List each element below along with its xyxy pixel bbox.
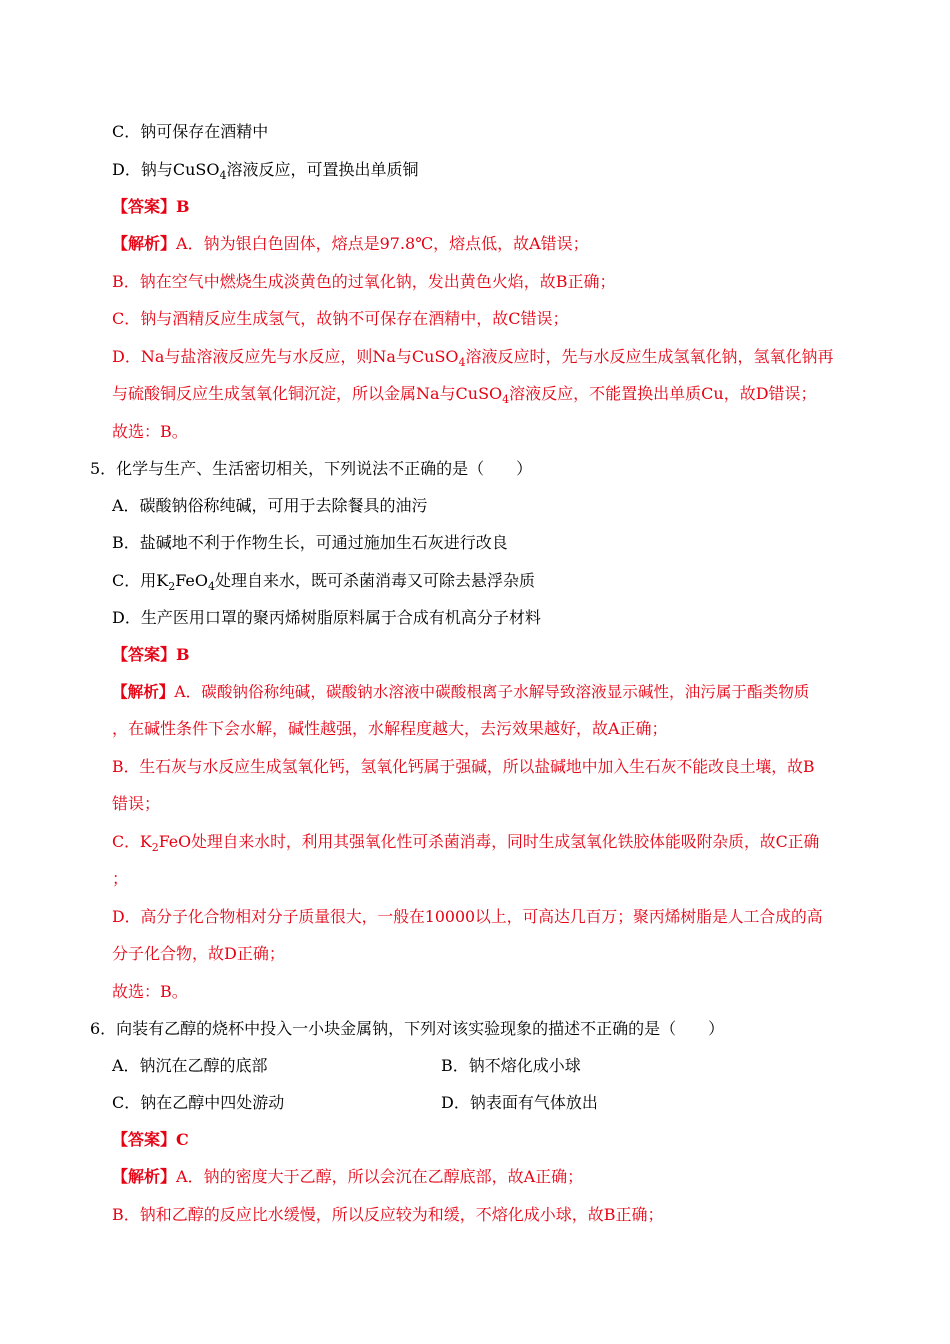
q4-explanation-d2-b: 溶液反应，不能置换出单质Cu，故D错误； bbox=[509, 384, 817, 403]
q6-explanation-label: 【解析】 bbox=[112, 1167, 177, 1186]
q4-conclusion-text: 故选：B。 bbox=[112, 422, 188, 441]
q4-option-d bbox=[112, 159, 418, 187]
q6-option-d bbox=[441, 1092, 598, 1114]
q5-explanation-a1 bbox=[112, 681, 809, 703]
q5-explanation-d1-text: D．高分子化合物相对分子质量很大，一般在10000以上，可高达几百万；聚丙烯树脂是人工合成的高 bbox=[112, 907, 823, 926]
q5-answer bbox=[112, 644, 190, 666]
q6-stem-text: 6．向装有乙醇的烧杯中投入一小块金属钠，下列对该实验现象的描述不正确的是（ ） bbox=[90, 1019, 725, 1038]
q6-option-c-text: C．钠在乙醇中四处游动 bbox=[112, 1093, 285, 1112]
q4-explanation-d1-b: 溶液反应时，先与水反应生成氢氧化钠，氢氧化钠再 bbox=[465, 347, 834, 366]
q4-explanation-label: 【解析】 bbox=[112, 234, 177, 253]
q4-option-d-post: 溶液反应，可置换出单质铜 bbox=[226, 160, 419, 179]
q6-explanation-a-text: A．钠的密度大于乙醇，所以会沉在乙醇底部，故A正确； bbox=[176, 1167, 584, 1186]
q4-option-d-sub: 4 bbox=[219, 169, 227, 183]
q4-option-c bbox=[112, 121, 268, 143]
q5-option-c-b: FeO bbox=[175, 571, 209, 590]
q5-explanation-b2 bbox=[112, 793, 160, 815]
q4-explanation-a-text: A．钠为银白色固体，熔点是97.8℃，熔点低，故A错误； bbox=[176, 234, 589, 253]
q4-explanation-b bbox=[112, 271, 616, 293]
q4-explanation-d1-a: D．Na与盐溶液反应先与水反应，则Na与CuSO bbox=[112, 347, 459, 366]
q4-explanation-c bbox=[112, 308, 569, 330]
q5-explanation-label: 【解析】 bbox=[112, 682, 175, 701]
q4-explanation-d2-a: 与硫酸铜反应生成氢氧化铜沉淀，所以金属Na与CuSO bbox=[112, 384, 503, 403]
q6-option-a-text: A．钠沉在乙醇的底部 bbox=[112, 1056, 268, 1075]
q6-explanation-a bbox=[112, 1166, 583, 1188]
q5-explanation-d2 bbox=[112, 943, 285, 965]
q5-option-a-text: A．碳酸钠俗称纯碱，可用于去除餐具的油污 bbox=[112, 496, 428, 515]
q4-explanation-d2-sub: 4 bbox=[502, 393, 510, 407]
q5-explanation-c1-a: C．K bbox=[112, 832, 152, 851]
q5-option-b-text: B．盐碱地不利于作物生长，可通过施加生石灰进行改良 bbox=[112, 533, 508, 552]
q5-explanation-c2 bbox=[112, 868, 128, 890]
q5-conclusion-text: 故选：B。 bbox=[112, 982, 188, 1001]
q6-stem bbox=[90, 1018, 724, 1040]
q6-option-b-text: B．钠不熔化成小球 bbox=[441, 1056, 581, 1075]
q5-option-d bbox=[112, 607, 541, 629]
q5-explanation-a2 bbox=[112, 718, 668, 740]
q6-answer bbox=[112, 1129, 189, 1151]
q5-explanation-d1 bbox=[112, 906, 823, 928]
q4-explanation-a bbox=[112, 233, 589, 255]
q4-explanation-d1 bbox=[112, 346, 834, 374]
q5-stem-text: 5．化学与生产、生活密切相关，下列说法不正确的是（ ） bbox=[90, 459, 533, 478]
q5-explanation-a1-text: A．碳酸钠俗称纯碱，碳酸钠水溶液中碳酸根离子水解导致溶液显示碱性，油污属于酯类物质 bbox=[174, 683, 810, 701]
q6-answer-text: 【答案】C bbox=[112, 1130, 189, 1149]
q4-option-c-text: C．钠可保存在酒精中 bbox=[112, 122, 269, 141]
q5-option-c bbox=[112, 570, 535, 598]
q6-option-c bbox=[112, 1092, 284, 1114]
q5-option-d-text: D．生产医用口罩的聚丙烯树脂原料属于合成有机高分子材料 bbox=[112, 608, 541, 627]
q5-answer-text: 【答案】B bbox=[112, 645, 190, 664]
q5-option-a bbox=[112, 495, 428, 517]
q5-explanation-b1 bbox=[112, 756, 814, 778]
q4-conclusion bbox=[112, 421, 188, 443]
q5-explanation-c1 bbox=[112, 831, 819, 859]
q4-explanation-d2 bbox=[112, 383, 817, 411]
q5-conclusion bbox=[112, 981, 188, 1003]
q5-option-c-c: 处理自来水，既可杀菌消毒又可除去悬浮杂质 bbox=[215, 571, 536, 590]
q5-explanation-a2-text: ，在碱性条件下会水解，碱性越强，水解程度越大，去污效果越好，故A正确； bbox=[112, 719, 668, 738]
q4-option-d-pre: D．钠与CuSO bbox=[112, 160, 220, 179]
q5-explanation-c1-sub: 2 bbox=[151, 841, 159, 855]
q5-option-c-sub2: 4 bbox=[208, 580, 216, 594]
q4-explanation-b-text: B．钠在空气中燃烧生成淡黄色的过氧化钠，发出黄色火焰，故B正确； bbox=[112, 272, 616, 291]
q5-option-c-a: C．用K bbox=[112, 571, 169, 590]
q4-explanation-d1-sub: 4 bbox=[458, 356, 466, 370]
q5-explanation-c2-text: ； bbox=[112, 869, 129, 888]
q4-answer bbox=[112, 196, 190, 218]
q6-explanation-b bbox=[112, 1204, 664, 1226]
q5-stem bbox=[90, 458, 532, 480]
q5-explanation-b2-text: 错误； bbox=[112, 794, 161, 813]
q6-option-a bbox=[112, 1055, 268, 1077]
q6-option-b bbox=[441, 1055, 581, 1077]
q4-answer-text: 【答案】B bbox=[112, 197, 190, 216]
q5-option-b bbox=[112, 532, 508, 554]
q6-explanation-b-text: B．钠和乙醇的反应比水缓慢，所以反应较为和缓，不熔化成小球，故B正确； bbox=[112, 1205, 664, 1224]
q6-option-d-text: D．钠表面有气体放出 bbox=[441, 1093, 598, 1112]
q5-explanation-c1-b: FeO处理自来水时，利用其强氧化性可杀菌消毒，同时生成氢氧化铁胶体能吸附杂质，故C正确 bbox=[158, 832, 820, 851]
q5-option-c-sub1: 2 bbox=[168, 580, 176, 594]
q5-explanation-d2-text: 分子化合物，故D正确； bbox=[112, 944, 285, 963]
q4-explanation-c-text: C．钠与酒精反应生成氢气，故钠不可保存在酒精中，故C错误； bbox=[112, 309, 569, 328]
q5-explanation-b1-text: B．生石灰与水反应生成氢氧化钙，氢氧化钙属于强碱，所以盐碱地中加入生石灰不能改良土壤，故B bbox=[112, 757, 815, 776]
